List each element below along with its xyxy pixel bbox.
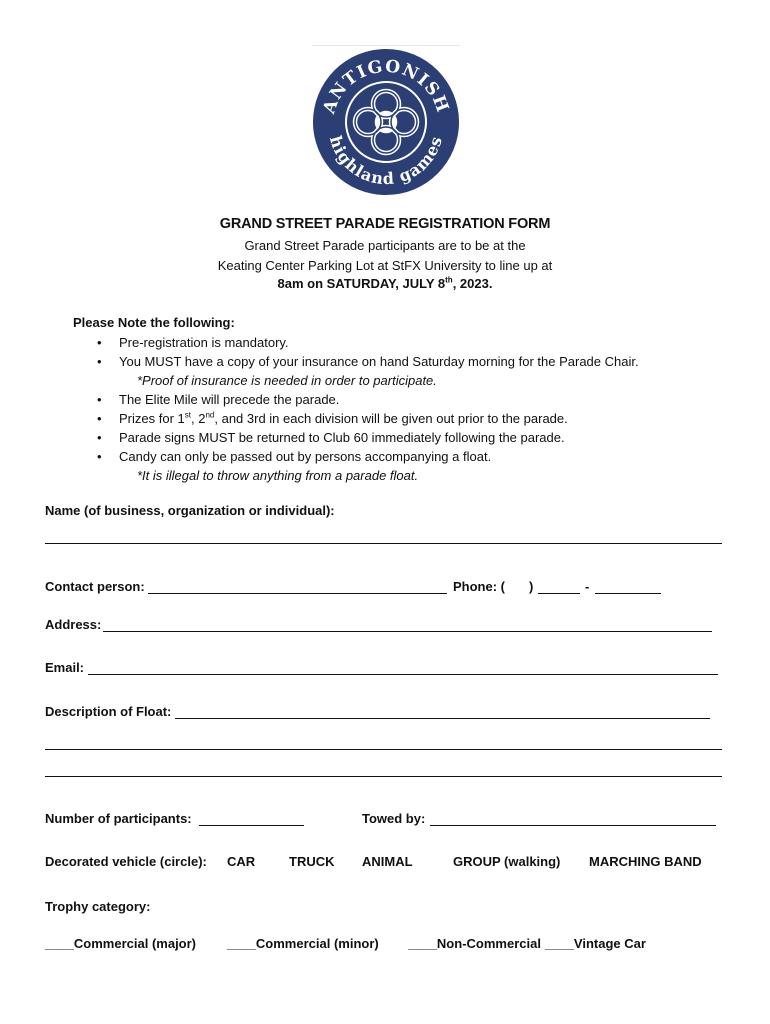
phone-area-field[interactable] (538, 593, 580, 594)
participants-label: Number of participants: (45, 811, 192, 826)
description-line-2[interactable] (45, 749, 722, 750)
towed-label: Towed by: (362, 811, 426, 826)
list-item: • Parade signs MUST be returned to Club 60 immediately following the parade. (97, 428, 639, 447)
highland-games-logo (311, 47, 461, 197)
header-divider (312, 45, 460, 46)
list-item: *Proof of insurance is needed in order to participate. (137, 373, 437, 388)
phone-dash: - (585, 579, 590, 594)
description-line-3[interactable] (45, 776, 722, 777)
notes-heading: Please Note the following: (73, 315, 235, 330)
logo-text-top: ANTIGONISH (319, 56, 453, 117)
list-item: • Prizes for 1st, 2nd, and 3rd in each division will be given out prior to the parade. (97, 409, 639, 428)
contact-field[interactable] (148, 593, 447, 594)
email-field[interactable] (88, 674, 718, 675)
intro-line-1: Grand Street Parade participants are to be at the (244, 238, 526, 253)
phone-label: Phone: ( (453, 579, 505, 594)
name-field[interactable] (45, 543, 722, 544)
option-marching-band[interactable]: MARCHING BAND (589, 854, 702, 869)
towed-field[interactable] (430, 825, 716, 826)
trophy-vintage-car[interactable]: ____Vintage Car (545, 936, 646, 951)
option-animal[interactable]: ANIMAL (362, 854, 413, 869)
phone-number-field[interactable] (595, 593, 661, 594)
notes-list (97, 333, 639, 485)
intro-line-3: 8am on SATURDAY, JULY 8th, 2023. (277, 275, 493, 291)
trophy-non-commercial[interactable]: ____Non-Commercial (408, 936, 541, 951)
trophy-commercial-major[interactable]: ____Commercial (major) (45, 936, 197, 951)
intro-line-2: Keating Center Parking Lot at StFX University to line up at (217, 258, 553, 273)
option-truck[interactable]: TRUCK (289, 854, 335, 869)
contact-label: Contact person: (45, 579, 145, 594)
list-item: • Candy can only be passed out by persons accompanying a float. (97, 447, 639, 466)
address-field[interactable] (103, 631, 712, 632)
phone-close-paren: ) (529, 579, 534, 594)
name-label: Name (of business, organization or individual): (45, 503, 335, 518)
decorated-label: Decorated vehicle (circle): (45, 854, 207, 869)
description-field[interactable] (175, 718, 710, 719)
option-group[interactable]: GROUP (walking) (453, 854, 561, 869)
list-item: • The Elite Mile will precede the parade. (97, 390, 639, 409)
list-item: *It is illegal to throw anything from a parade float. (137, 468, 419, 483)
participants-field[interactable] (199, 825, 304, 826)
form-title: GRAND STREET PARADE REGISTRATION FORM (219, 216, 551, 232)
list-item: • Pre-registration is mandatory. (97, 333, 639, 352)
description-label: Description of Float: (45, 704, 172, 719)
trophy-label: Trophy category: (45, 899, 151, 914)
list-item: • You MUST have a copy of your insurance on hand Saturday morning for the Parade Chair. (97, 352, 639, 371)
trophy-commercial-minor[interactable]: ____Commercial (minor) (227, 936, 379, 951)
address-label: Address: (45, 617, 102, 632)
email-label: Email: (45, 660, 85, 675)
logo-text-bottom: highland games (325, 133, 447, 189)
option-car[interactable]: CAR (227, 854, 256, 869)
